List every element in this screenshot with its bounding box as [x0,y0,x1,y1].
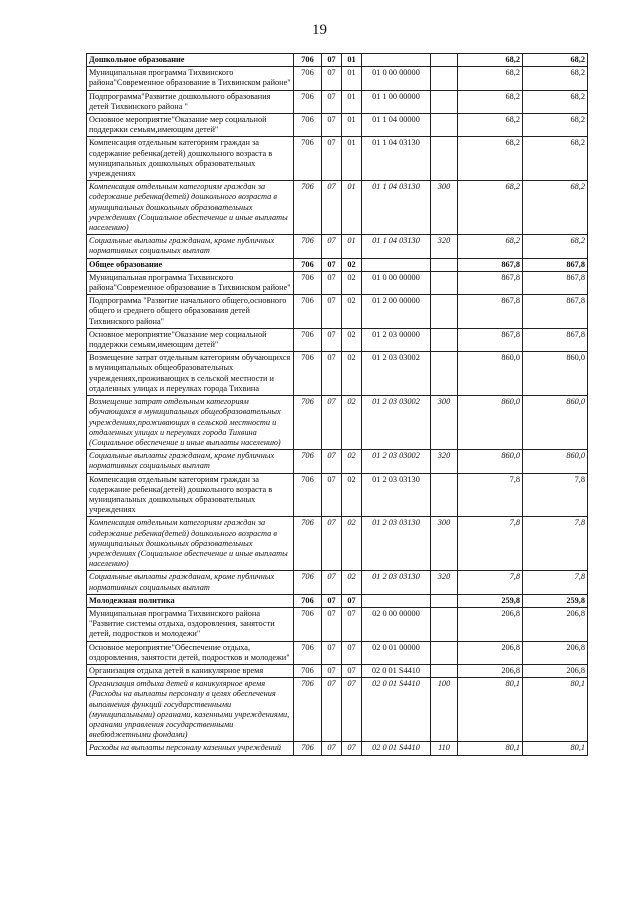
amount-first: 860,0 [458,352,523,396]
amount-first: 867,8 [458,328,523,351]
target-code: 02 0 01 00000 [362,641,431,664]
table-row [87,571,588,594]
subsection-code: 02 [342,258,362,271]
target-code [362,258,431,271]
section-code: 07 [322,607,342,641]
amount-second: 867,8 [523,258,588,271]
amount-first: 68,2 [458,54,523,67]
expense-type-code: 300 [431,181,458,235]
row-name: Социальные выплаты гражданам, кроме публичных нормативных социальных выплат [87,235,294,258]
table-row [87,271,588,294]
section-code: 07 [322,328,342,351]
expense-type-code: 320 [431,450,458,473]
amount-second: 860,0 [523,396,588,450]
target-code: 01 1 04 00000 [362,114,431,137]
section-code: 07 [322,181,342,235]
ministry-code: 706 [294,641,322,664]
subsection-code: 02 [342,295,362,329]
amount-second: 68,2 [523,114,588,137]
amount-second: 206,8 [523,607,588,641]
expense-type-code [431,67,458,90]
amount-first: 7,8 [458,571,523,594]
amount-first: 206,8 [458,641,523,664]
amount-first: 867,8 [458,271,523,294]
target-code: 02 0 01 S4410 [362,678,431,742]
section-code: 07 [322,137,342,181]
ministry-code: 706 [294,235,322,258]
expense-type-code: 300 [431,396,458,450]
table-row [87,235,588,258]
section-code: 07 [322,54,342,67]
target-code: 01 2 03 03002 [362,352,431,396]
ministry-code: 706 [294,396,322,450]
amount-first: 68,2 [458,181,523,235]
amount-second: 68,2 [523,90,588,113]
page-number: 19 [312,22,327,38]
ministry-code: 706 [294,473,322,517]
table-row [87,328,588,351]
section-code: 07 [322,352,342,396]
target-code: 01 1 04 03130 [362,137,431,181]
amount-first: 68,2 [458,90,523,113]
target-code: 01 2 00 00000 [362,295,431,329]
target-code: 01 0 00 00000 [362,271,431,294]
row-name: Расходы на выплаты персоналу казенных учреждений [87,742,294,755]
budget-table [86,53,588,756]
table-row [87,594,588,607]
subsection-code: 07 [342,742,362,755]
subsection-code: 01 [342,114,362,137]
subsection-code: 02 [342,571,362,594]
section-code: 07 [322,114,342,137]
target-code: 01 2 03 03130 [362,571,431,594]
table-row [87,450,588,473]
amount-first: 860,0 [458,396,523,450]
row-name: Возмещение затрат отдельным категориям обучающихся в муниципальных общеобразовательных учреждениях,проживающих в сельской местности и отдаленных улицах и переулках города Тихвина (Социальное обеспечение и иные выплаты населению) [87,396,294,450]
subsection-code: 02 [342,517,362,571]
ministry-code: 706 [294,450,322,473]
section-code: 07 [322,641,342,664]
table-row [87,352,588,396]
target-code: 01 2 03 03002 [362,396,431,450]
table-row [87,137,588,181]
amount-first: 68,2 [458,235,523,258]
amount-first: 867,8 [458,258,523,271]
subsection-code: 07 [342,607,362,641]
subsection-code: 02 [342,328,362,351]
amount-second: 860,0 [523,352,588,396]
row-name: Общее образование [87,258,294,271]
table-row [87,678,588,742]
target-code: 01 2 03 00000 [362,328,431,351]
section-code: 07 [322,90,342,113]
amount-first: 867,8 [458,295,523,329]
subsection-code: 01 [342,54,362,67]
subsection-code: 01 [342,235,362,258]
section-code: 07 [322,571,342,594]
section-code: 07 [322,450,342,473]
amount-second: 867,8 [523,271,588,294]
amount-second: 206,8 [523,641,588,664]
expense-type-code [431,137,458,181]
section-code: 07 [322,67,342,90]
budget-table-body [87,54,588,756]
amount-second: 80,1 [523,678,588,742]
row-name: Организация отдыха детей в каникулярное время [87,664,294,677]
table-row [87,295,588,329]
table-row [87,54,588,67]
ministry-code: 706 [294,517,322,571]
ministry-code: 706 [294,607,322,641]
expense-type-code [431,54,458,67]
amount-second: 68,2 [523,54,588,67]
row-name: Основное мероприятие"Обеспечение отдыха, оздоровления, занятости детей, подростков и молодежи" [87,641,294,664]
subsection-code: 01 [342,67,362,90]
expense-type-code [431,90,458,113]
expense-type-code [431,271,458,294]
row-name: Муниципальная программа Тихвинского района "Развитие системы отдыха, оздоровления, занятости детей, подростков и молодежи" [87,607,294,641]
section-code: 07 [322,271,342,294]
amount-second: 80,1 [523,742,588,755]
amount-first: 7,8 [458,517,523,571]
amount-second: 68,2 [523,235,588,258]
ministry-code: 706 [294,258,322,271]
amount-first: 206,8 [458,664,523,677]
ministry-code: 706 [294,678,322,742]
table-row [87,67,588,90]
table-row [87,742,588,755]
amount-second: 867,8 [523,295,588,329]
ministry-code: 706 [294,352,322,396]
row-name: Основное мероприятие"Оказание мер социальной поддержки семьям,имеющим детей" [87,328,294,351]
amount-second: 68,2 [523,137,588,181]
subsection-code: 02 [342,396,362,450]
table-row [87,90,588,113]
row-name: Подпрограмма"Развитие дошкольного образования детей Тихвинского района " [87,90,294,113]
target-code: 01 0 00 00000 [362,67,431,90]
subsection-code: 02 [342,473,362,517]
expense-type-code: 320 [431,235,458,258]
amount-second: 68,2 [523,181,588,235]
ministry-code: 706 [294,54,322,67]
amount-second: 7,8 [523,473,588,517]
expense-type-code: 300 [431,517,458,571]
expense-type-code [431,328,458,351]
row-name: Муниципальная программа Тихвинского района"Современное образование в Тихвинском районе" [87,271,294,294]
amount-first: 80,1 [458,678,523,742]
row-name: Возмещение затрат отдельным категориям обучающихся в муниципальных общеобразовательных учреждениях,проживающих в сельской местности и отдаленных улицах и переулках города Тихвина [87,352,294,396]
row-name: Компенсация отдельным категориям граждан за содержание ребенка(детей) дошкольного возраста в муниципальных дошкольных образовательных учреждениях (Социальное обеспечение и иные выплаты населению) [87,517,294,571]
amount-first: 206,8 [458,607,523,641]
row-name: Подпрограмма "Развитие начального общего,основного общего и среднего общего образования детей Тихвинского района" [87,295,294,329]
table-row [87,641,588,664]
amount-second: 68,2 [523,67,588,90]
expense-type-code [431,295,458,329]
section-code: 07 [322,678,342,742]
target-code: 02 0 00 00000 [362,607,431,641]
target-code: 01 2 03 03002 [362,450,431,473]
expense-type-code: 100 [431,678,458,742]
row-name: Молодежная политика [87,594,294,607]
table-row [87,664,588,677]
subsection-code: 01 [342,137,362,181]
row-name: Организация отдыха детей в каникулярное время (Расходы на выплаты персоналу в целях обеспечения выполнения функций государственными (муниципальными) органами, казенными учреждениями, органами управления государственными внебюджетными фондами) [87,678,294,742]
ministry-code: 706 [294,67,322,90]
row-name: Компенсация отдельным категориям граждан за содержание ребенка(детей) дошкольного возраста в муниципальных дошкольных образовательных учреждениях (Социальное обеспечение и иные выплаты населению) [87,181,294,235]
target-code: 01 2 03 03130 [362,517,431,571]
ministry-code: 706 [294,664,322,677]
amount-second: 206,8 [523,664,588,677]
table-row [87,181,588,235]
target-code: 01 1 00 00000 [362,90,431,113]
amount-second: 7,8 [523,517,588,571]
target-code: 01 1 04 03130 [362,181,431,235]
amount-second: 7,8 [523,571,588,594]
subsection-code: 02 [342,352,362,396]
ministry-code: 706 [294,271,322,294]
ministry-code: 706 [294,90,322,113]
target-code [362,54,431,67]
section-code: 07 [322,664,342,677]
amount-first: 68,2 [458,67,523,90]
expense-type-code: 320 [431,571,458,594]
subsection-code: 07 [342,594,362,607]
row-name: Социальные выплаты гражданам, кроме публичных нормативных социальных выплат [87,450,294,473]
amount-first: 68,2 [458,137,523,181]
section-code: 07 [322,594,342,607]
section-code: 07 [322,295,342,329]
amount-second: 867,8 [523,328,588,351]
ministry-code: 706 [294,328,322,351]
amount-first: 68,2 [458,114,523,137]
section-code: 07 [322,473,342,517]
expense-type-code [431,473,458,517]
target-code [362,594,431,607]
ministry-code: 706 [294,137,322,181]
amount-first: 7,8 [458,473,523,517]
expense-type-code [431,664,458,677]
table-row [87,114,588,137]
ministry-code: 706 [294,114,322,137]
row-name: Социальные выплаты гражданам, кроме публичных нормативных социальных выплат [87,571,294,594]
row-name: Компенсация отдельным категориям граждан за содержание ребенка(детей) дошкольного возраста в муниципальных дошкольных образовательных учреждениях [87,137,294,181]
expense-type-code [431,258,458,271]
target-code: 02 0 01 S4410 [362,742,431,755]
amount-second: 259,8 [523,594,588,607]
expense-type-code: 110 [431,742,458,755]
amount-second: 860,0 [523,450,588,473]
subsection-code: 02 [342,271,362,294]
expense-type-code [431,594,458,607]
amount-first: 259,8 [458,594,523,607]
ministry-code: 706 [294,571,322,594]
target-code: 01 1 04 03130 [362,235,431,258]
row-name: Основное мероприятие"Оказание мер социальной поддержки семьям,имеющим детей" [87,114,294,137]
target-code: 02 0 01 S4410 [362,664,431,677]
row-name: Дошкольное образование [87,54,294,67]
subsection-code: 02 [342,450,362,473]
subsection-code: 01 [342,181,362,235]
table-row [87,607,588,641]
section-code: 07 [322,396,342,450]
section-code: 07 [322,258,342,271]
amount-first: 860,0 [458,450,523,473]
expense-type-code [431,607,458,641]
table-row [87,258,588,271]
subsection-code: 07 [342,678,362,742]
subsection-code: 01 [342,90,362,113]
ministry-code: 706 [294,181,322,235]
amount-first: 80,1 [458,742,523,755]
section-code: 07 [322,517,342,571]
ministry-code: 706 [294,742,322,755]
expense-type-code [431,352,458,396]
table-row [87,517,588,571]
ministry-code: 706 [294,594,322,607]
row-name: Компенсация отдельным категориям граждан за содержание ребенка(детей) дошкольного возраста в муниципальных дошкольных образовательных учреждениях [87,473,294,517]
subsection-code: 07 [342,664,362,677]
row-name: Муниципальная программа Тихвинского района"Современное образование в Тихвинском районе" [87,67,294,90]
ministry-code: 706 [294,295,322,329]
table-row [87,396,588,450]
expense-type-code [431,641,458,664]
target-code: 01 2 03 03130 [362,473,431,517]
table-row [87,473,588,517]
subsection-code: 07 [342,641,362,664]
section-code: 07 [322,742,342,755]
section-code: 07 [322,235,342,258]
expense-type-code [431,114,458,137]
